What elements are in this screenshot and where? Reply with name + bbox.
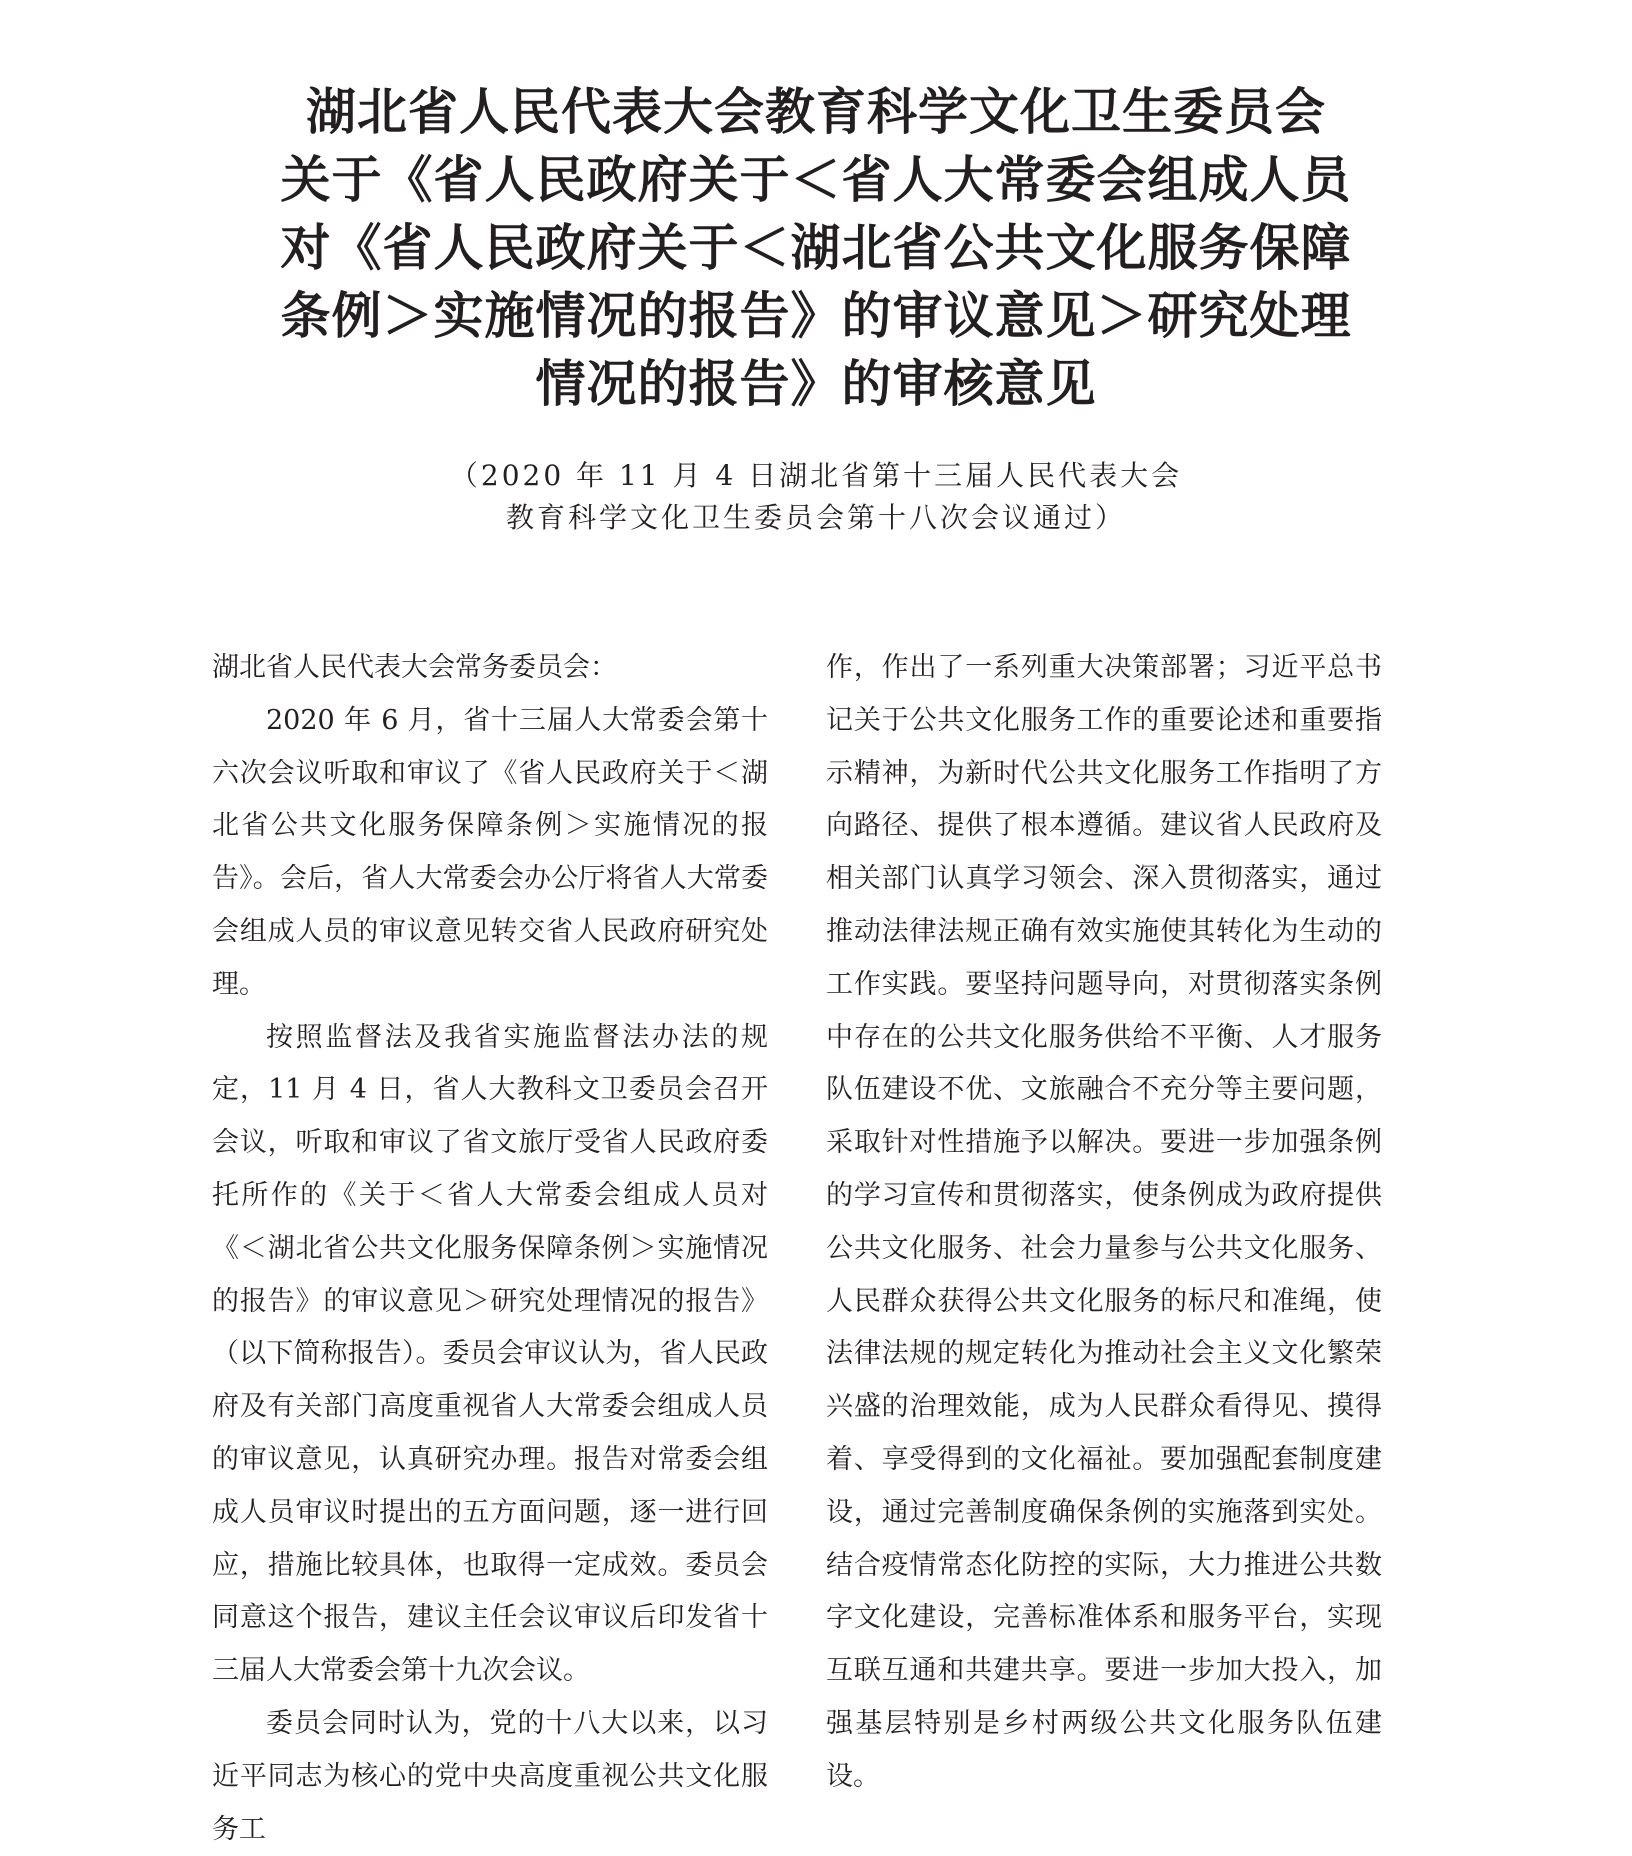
title-line: 条例＞实施情况的报告》的审议意见＞研究处理 <box>280 287 1352 345</box>
adoption-note-line: 教育科学文化卫生委员会第十八次会议通过） <box>505 501 1126 534</box>
adoption-note-line: （2020 年 11 月 4 日湖北省第十三届人民代表大会 <box>449 459 1183 492</box>
body-paragraph: 按照监督法及我省实施监督法办法的规定，11 月 4 日，省人大教科文卫委员会召开会议，听取和审议了省文旅厅受省人民政府委托所作的《关于＜省人大常委会组成人员对《＜湖北省公共文化服务保障条例＞实施情况的报告》的审议意见＞研究处理情况的报告》（以下简称报告）。委员会审议认为，省人民政府及有关部门高度重视省人大常委会组成人员的审议意见，认真研究办理。报告对常委会组成人员审议时提出的五方面问题，逐一进行回应，措施比较具体，也取得一定成效。委员会同意这个报告，建议主任会议审议后印发省十三届人大常委会第十九次会议。 <box>212 1021 768 1687</box>
body-paragraph: 委员会同时认为，党的十八大以来，以习近平同志为核心的党中央高度重视公共文化服务工 <box>212 1707 768 1845</box>
title-line: 湖北省人民代表大会教育科学文化卫生委员会 <box>306 83 1326 141</box>
body-column-left <box>212 642 768 1856</box>
document-title <box>150 78 1482 418</box>
title-line: 对《省人民政府关于＜湖北省公共文化服务保障 <box>280 219 1352 277</box>
body-paragraph-continued: 作，作出了一系列重大决策部署；习近平总书记关于公共文化服务工作的重要论述和重要指示精神，为新时代公共文化服务工作指明了方向路径、提供了根本遵循。建议省人民政府及相关部门认真学习领会、深入贯彻落实，通过推动法律法规正确有效实施使其转化为生动的工作实践。要坚持问题导向，对贯彻落实条例中存在的公共文化服务供给不平衡、人才服务队伍建设不优、文旅融合不充分等主要问题，采取针对性措施予以解决。要进一步加强条例的学习宣传和贯彻落实，使条例成为政府提供公共文化服务、社会力量参与公共文化服务、人民群众获得公共文化服务的标尺和准绳，使法律法规的规定转化为推动社会主义文化繁荣兴盛的治理效能，成为人民群众看得见、摸得着、享受得到的文化福祉。要加强配套制度建设，通过完善制度确保条例的实施落到实处。结合疫情常态化防控的实际，大力推进公共数字文化建设，完善标准体系和服务平台，实现互联互通和共建共享。要进一步加大投入，加强基层特别是乡村两级公共文化服务队伍建设。 <box>826 652 1382 1792</box>
title-line: 关于《省人民政府关于＜省人大常委会组成人员 <box>280 151 1352 209</box>
body-paragraph: 2020 年 6 月，省十三届人大常委会第十六次会议听取和审议了《省人民政府关于＜湖北省公共文化服务保障条例＞实施情况的报告》。会后，省人大常委会办公厅将省人大常委会组成人员的审议意见转交省人民政府研究处理。 <box>212 704 768 1000</box>
body-column-right <box>826 642 1382 1804</box>
title-line: 情况的报告》的审核意见 <box>535 355 1097 413</box>
adoption-note <box>200 455 1432 539</box>
salutation: 湖北省人民代表大会常务委员会： <box>212 652 617 683</box>
